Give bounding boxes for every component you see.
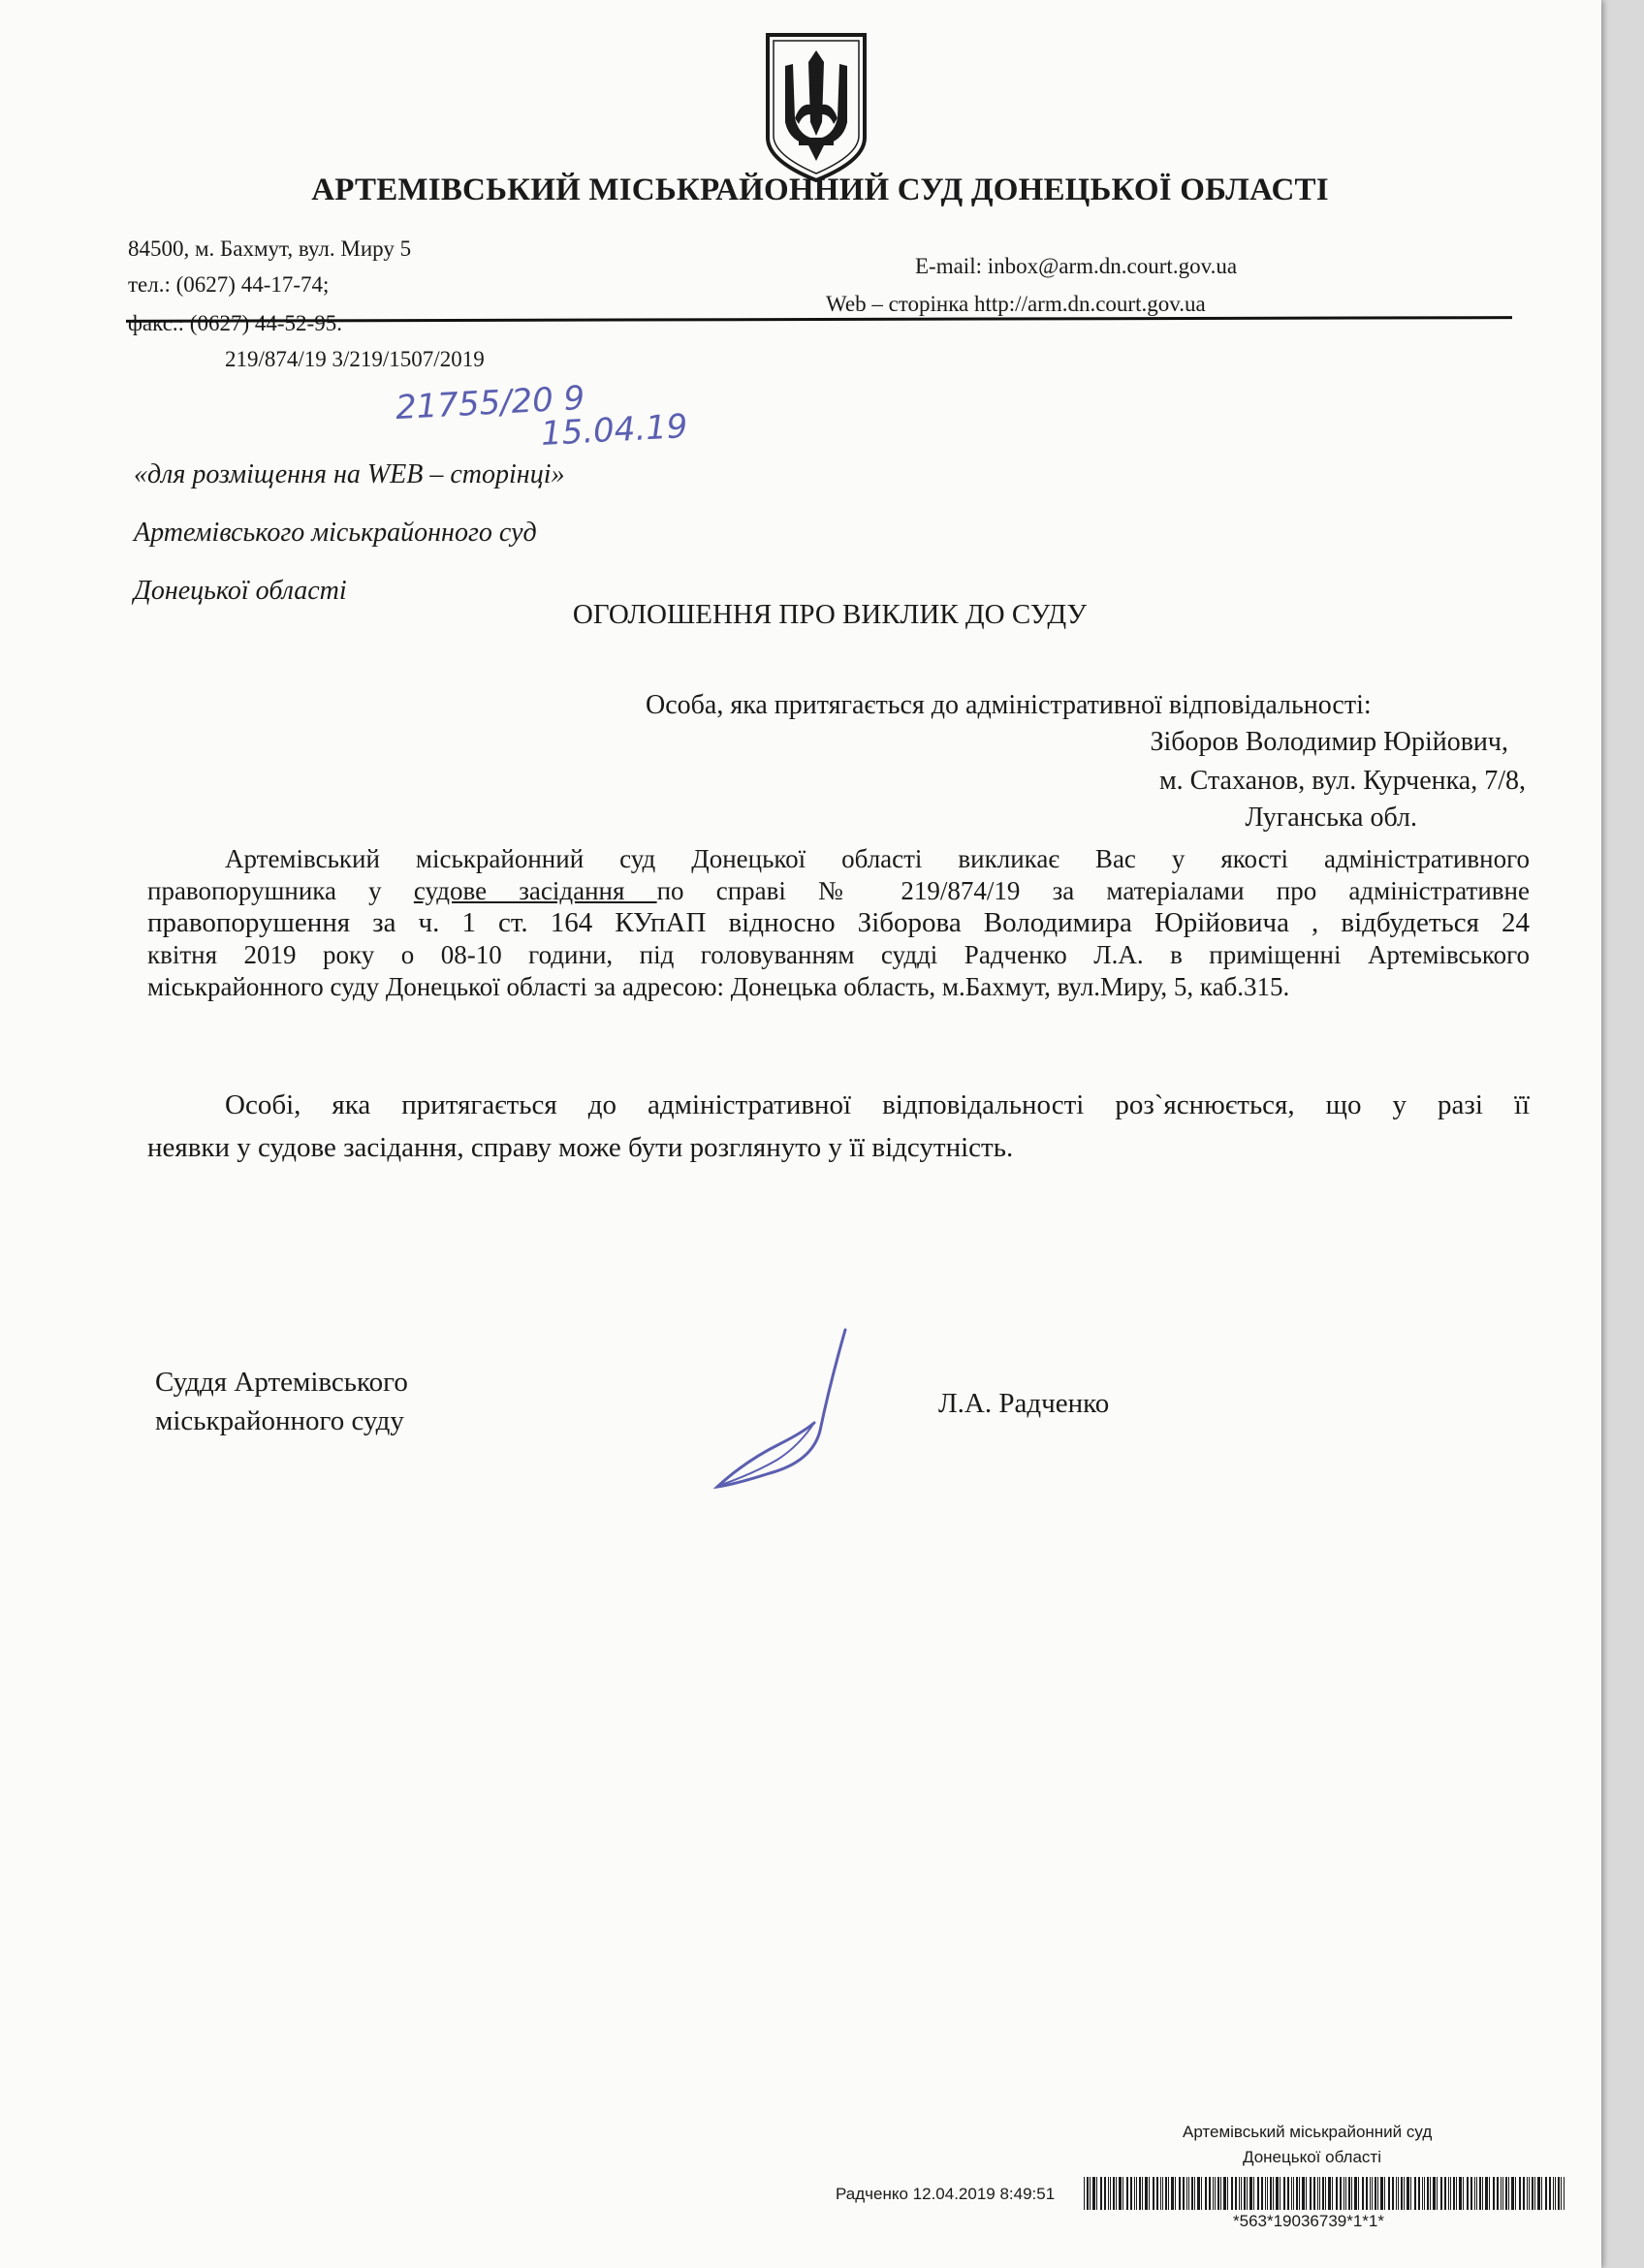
court-email: E-mail: inbox@arm.dn.court.gov.ua xyxy=(915,254,1238,278)
judge-title-line-1: Суддя Артемівського xyxy=(155,1367,408,1398)
person-address: м. Стаханов, вул. Курченка, 7/8, xyxy=(1158,766,1526,796)
body-text: по справі № 219/874/19 за матеріалами про адміністративне xyxy=(656,876,1530,905)
addressee-line-2: Артемівського міськрайонного суд xyxy=(134,518,537,548)
person-label: Особа, яка притягається до адміністративної відповідальності: xyxy=(646,690,1372,720)
stamp-registrar: Радченко 12.04.2019 8:49:51 xyxy=(836,2185,1056,2203)
stamp-court-line-1: Артемівський міськрайонний суд xyxy=(1183,2123,1433,2141)
addressee-line-3: Донецької області xyxy=(134,576,347,606)
body-line: неявки у судове засідання, справу може бути розглянуто у її відсутність. xyxy=(147,1132,1014,1163)
court-fax: факс.: (0627) 44-52-95. xyxy=(128,311,342,335)
body-paragraph-2 xyxy=(147,1084,1530,1169)
judge-title-line-2: міськрайонного суду xyxy=(155,1405,404,1436)
handwritten-registration-date: 15.04.19 xyxy=(540,407,689,454)
barcode-icon xyxy=(1084,2177,1565,2210)
addressee-line-1: «для розміщення на WEB – сторінці» xyxy=(134,459,565,489)
court-title: АРТЕМІВСЬКИЙ МІСЬКРАЙОННИЙ СУД ДОНЕЦЬКОЇ ОБЛАСТІ xyxy=(311,173,1329,207)
court-website: Web – сторінка http://arm.dn.court.gov.ua xyxy=(826,292,1206,316)
body-line: Особі, яка притягається до адміністративної відповідальності роз`яснюється, що у разі її xyxy=(225,1089,1530,1120)
court-phone: тел.: (0627) 44-17-74; xyxy=(128,272,330,297)
body-line xyxy=(147,875,1530,907)
hearing-underlined-text: судове засідання xyxy=(413,876,657,905)
body-text: правопорушника у xyxy=(147,876,414,905)
handwritten-registration-number: 21755/20 9 xyxy=(395,378,586,428)
stamp-court-line-2: Донецької області xyxy=(1243,2148,1381,2166)
person-region: Луганська обл. xyxy=(1245,803,1417,833)
notice-title: ОГОЛОШЕННЯ ПРО ВИКЛИК ДО СУДУ xyxy=(572,599,1088,630)
body-line: правопорушення за ч. 1 ст. 164 КУпАП відносно Зіборова Володимира Юрійовича , відбудеться 24 xyxy=(147,907,1530,938)
body-paragraph-1 xyxy=(147,843,1530,1003)
coat-of-arms-icon xyxy=(760,29,872,184)
signature-icon xyxy=(706,1326,851,1493)
body-line: Артемівський міськрайонний суд Донецької області викликає Вас у якості адміністративного xyxy=(225,844,1530,873)
case-references: 219/874/19 3/219/1507/2019 xyxy=(225,347,485,371)
barcode-text: *563*19036739*1*1* xyxy=(1233,2212,1384,2230)
body-line: міськрайонного суду Донецької області за адресою: Донецька область, м.Бахмут, вул.Миру, 5, каб.315. xyxy=(147,972,1290,1001)
person-name: Зіборов Володимир Юрійович, xyxy=(1150,727,1508,757)
body-line: квітня 2019 року о 08-10 години, під головуванням судді Радченко Л.А. в приміщенні Артемівського xyxy=(147,940,1530,969)
court-address: 84500, м. Бахмут, вул. Миру 5 xyxy=(128,236,412,261)
judge-name: Л.А. Радченко xyxy=(938,1388,1110,1419)
